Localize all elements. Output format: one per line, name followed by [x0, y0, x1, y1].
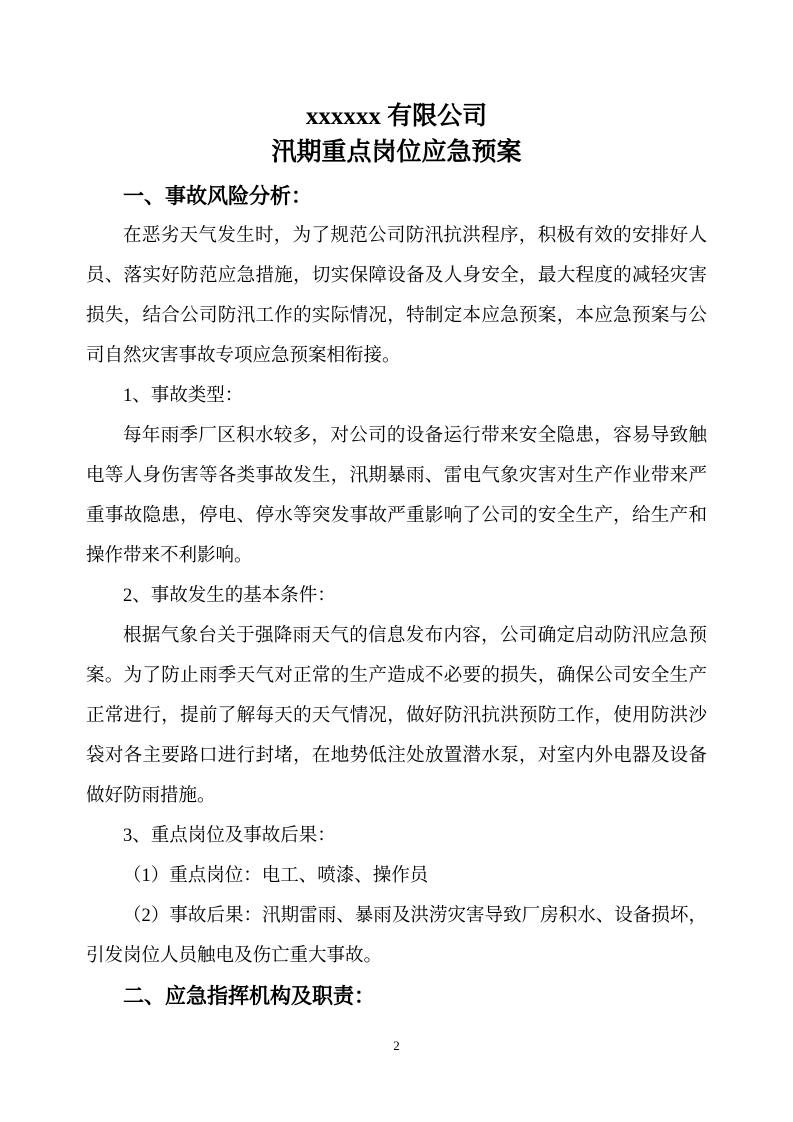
page-number: 2 [393, 1038, 400, 1053]
accident-type-paragraph: 每年雨季厂区积水较多，对公司的设备运行带来安全隐患，容易导致触电等人身伤害等各类事故发生，汛期暴雨、雷电气象灾害对生产作业带来严重事故隐患，停电、停水等突发事故严重影响了公司的安全生产，给生产和操作带来不利影响。 [86, 426, 707, 566]
key-positions-item: （1）重点岗位：电工、喷漆、操作员 [123, 866, 429, 886]
section-2-heading: 二、应急指挥机构及职责： [123, 984, 375, 1008]
key-positions-heading: 3、重点岗位及事故后果： [123, 826, 336, 846]
company-title: xxxxxx 有限公司 [305, 103, 488, 130]
accident-type-heading: 1、事故类型： [123, 386, 244, 406]
basic-conditions-paragraph: 根据气象台关于强降雨天气的信息发布内容，公司确定启动防汛应急预案。为了防止雨季天气对正常的生产造成不必要的损失，确保公司安全生产正常进行，提前了解每天的天气情况，做好防汛抗洪预防工作，使用防洪沙袋对各主要路口进行封堵，在地势低注处放置潜水泵，对室内外电器及设备做好防雨措施。 [86, 626, 707, 806]
plan-title: 汛期重点岗位应急预案 [271, 139, 522, 166]
section-1-intro-paragraph: 在恶劣天气发生时，为了规范公司防汛抗洪程序，积极有效的安排好人员、落实好防范应急措施，切实保障设备及人身安全，最大程度的减轻灾害损失，结合公司防汛工作的实际情况，特制定本应急预案，本应急预案与公司自然灾害事故专项应急预案相衔接。 [86, 226, 707, 366]
section-1-heading: 一、事故风险分析： [123, 184, 312, 208]
accident-consequence-item: （2）事故后果：汛期雷雨、暴雨及洪涝灾害导致厂房积水、设备损坏，引发岗位人员触电及伤亡重大事故。 [86, 906, 707, 966]
basic-conditions-heading: 2、事故发生的基本条件： [123, 586, 336, 606]
